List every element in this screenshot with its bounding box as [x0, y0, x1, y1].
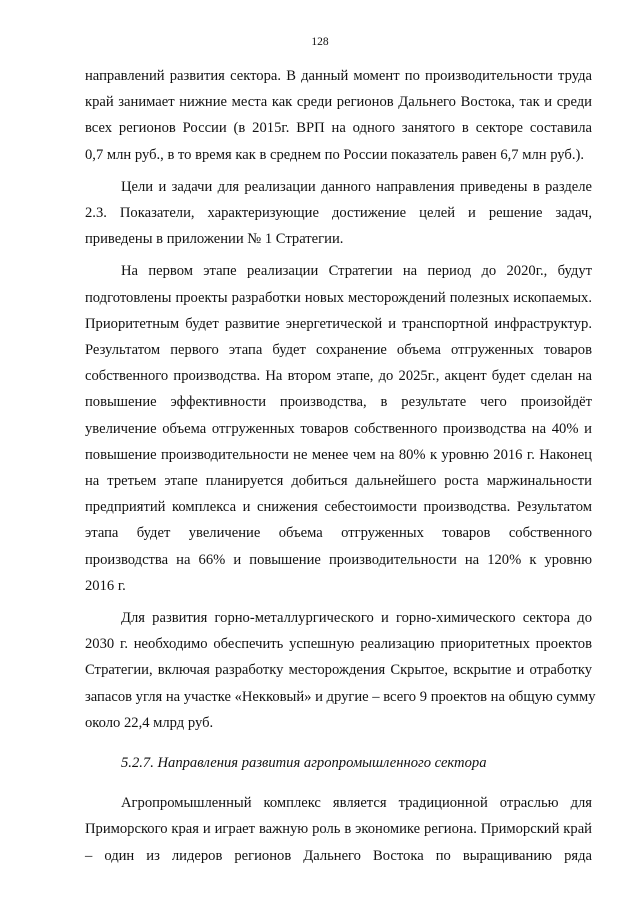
- text-line: производства на 66% и повышение производительности на 120% к уровню: [85, 551, 592, 568]
- text-line: направлений развития сектора. В данный момент по производительности труда: [85, 68, 592, 84]
- text-line: Для развития горно-металлургического и горно-химического сектора до: [121, 610, 592, 627]
- text-line: На первом этапе реализации Стратегии на период до 2020г., будут: [121, 263, 592, 280]
- text-line: Цели и задачи для реализации данного направления приведены в разделе: [121, 178, 592, 195]
- text-line: повышение эффективности производства, в результате чего произойдёт: [85, 394, 592, 411]
- text-line: запасов угля на участке «Некковый» и другие – всего 9 проектов на общую сумму: [85, 688, 596, 705]
- text-line: около 22,4 млрд руб.: [85, 714, 214, 731]
- text-line: 2.3. Показатели, характеризующие достижение целей и решение задач,: [85, 205, 592, 222]
- text-line: Результатом первого этапа будет сохранение объема отгруженных товаров: [85, 342, 592, 359]
- document-body: [85, 63, 596, 869]
- paragraph-2: [85, 174, 592, 253]
- section-heading: 5.2.7. Направления развития агропромышленного сектора: [121, 755, 487, 772]
- text-line: Стратегии, включая разработку месторождения Скрытое, вскрытие и отработку: [85, 662, 592, 679]
- paragraph-1: [85, 63, 592, 168]
- text-line: собственного производства. На втором этапе, до 2025г., акцент будет сделан на: [85, 368, 592, 385]
- text-line: 2016 г.: [85, 577, 126, 594]
- text-line: Приморского края и играет важную роль в экономике региона. Приморский край: [85, 821, 592, 838]
- text-line: Агропромышленный комплекс является традиционной отраслью для: [121, 795, 592, 812]
- text-line: увеличение объема отгруженных товаров собственного производства на 40% и: [85, 420, 592, 437]
- text-line: Приоритетным будет развитие энергетической и транспортной инфраструктур.: [85, 315, 592, 332]
- paragraph-5: [85, 790, 592, 869]
- page-number: 128: [311, 36, 329, 48]
- text-line: край занимает нижние места как среди регионов Дальнего Востока, так и среди: [85, 94, 592, 111]
- text-line: всех регионов России (в 2015г. ВРП на одного занятого в секторе составила: [85, 120, 592, 137]
- text-line: приведены в приложении № 1 Стратегии.: [85, 231, 344, 248]
- text-line: повышение производительности не менее чем на 80% к уровню 2016 г. Наконец: [85, 446, 592, 463]
- text-line: подготовлены проекты разработки новых месторождений полезных ископаемых.: [85, 289, 592, 306]
- text-line: на третьем этапе планируется добиться дальнейшего роста маржинальности: [85, 473, 592, 490]
- paragraph-4: [85, 605, 596, 736]
- paragraph-3: [85, 258, 592, 599]
- text-line: – один из лидеров регионов Дальнего Востока по выращиванию ряда: [85, 847, 592, 864]
- text-line: предприятий комплекса и снижения себестоимости производства. Результатом: [85, 499, 592, 516]
- text-line: 2030 г. необходимо обеспечить успешную реализацию приоритетных проектов: [85, 636, 592, 653]
- text-line: 0,7 млн руб., в то время как в среднем по России показатель равен 6,7 млн руб.).: [85, 146, 584, 163]
- text-line: этапа будет увеличение объема отгруженных товаров собственного: [85, 525, 592, 542]
